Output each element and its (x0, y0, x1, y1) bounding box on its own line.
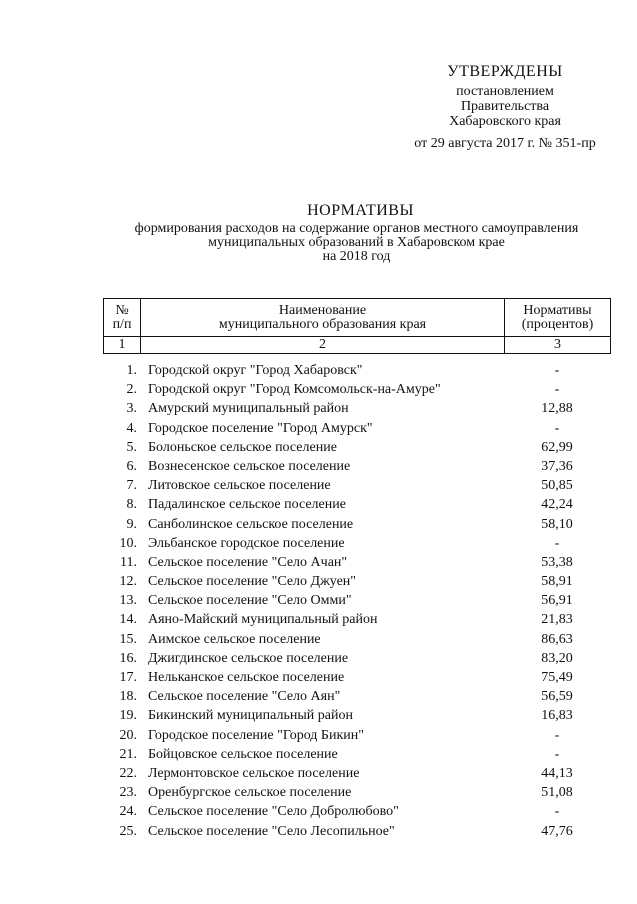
row-number: 7. (126, 478, 137, 494)
table-row (103, 457, 611, 476)
document-subtitle-3: на 2018 год (322, 249, 391, 264)
row-name: Бикинский муниципальный район (148, 708, 353, 724)
row-name: Сельское поселение "Село Добролюбово" (148, 804, 399, 820)
row-value: - (554, 746, 560, 762)
row-number: 2. (126, 382, 137, 398)
header-value-label-1: Нормативы (523, 302, 592, 318)
table-row (103, 610, 611, 629)
row-number: 16. (119, 650, 137, 666)
row-value: - (554, 382, 560, 398)
row-name: Городской округ "Город Комсомольск-на-Амуре" (148, 382, 441, 398)
row-value: 56,59 (541, 689, 573, 705)
row-name: Городское поселение "Город Амурск" (148, 420, 373, 436)
row-name: Городское поселение "Город Бикин" (148, 727, 364, 743)
row-name: Оренбургское сельское поселение (148, 785, 352, 801)
table-row (103, 515, 611, 534)
row-name: Сельское поселение "Село Лесопильное" (148, 823, 395, 839)
table-row (103, 687, 611, 706)
row-value: 62,99 (541, 439, 573, 455)
row-value: 50,85 (541, 478, 573, 494)
table-row (103, 380, 611, 399)
index-row (104, 337, 611, 354)
header-num-label-1: № (115, 302, 129, 318)
row-name: Джигдинское сельское поселение (148, 650, 349, 666)
row-value: - (554, 363, 560, 378)
document-title: НОРМАТИВЫ (307, 202, 414, 219)
row-number: 21. (119, 746, 137, 762)
row-value: 58,91 (541, 574, 573, 590)
row-number: 23. (119, 785, 137, 801)
row-number: 25. (119, 823, 137, 839)
table-header (103, 298, 611, 354)
row-name: Эльбанское городское поселение (148, 535, 345, 551)
header-num-cell (104, 299, 141, 337)
document-subtitle-2: муниципальных образований в Хабаровском крае (208, 235, 505, 250)
table-row (103, 572, 611, 591)
index-cell-2: 2 (141, 337, 505, 354)
row-value: - (554, 535, 560, 551)
row-value: 21,83 (541, 612, 573, 628)
row-name: Лермонтовское сельское поселение (148, 765, 360, 781)
row-name: Литовское сельское поселение (148, 478, 331, 494)
approval-line-2: Правительства (460, 99, 550, 114)
row-number: 14. (119, 612, 137, 628)
row-value: 16,83 (541, 708, 573, 724)
row-number: 15. (119, 631, 137, 647)
header-name-cell (141, 299, 505, 337)
row-name: Сельское поселение "Село Ачан" (148, 554, 348, 570)
row-name: Бойцовское сельское поселение (148, 746, 338, 762)
row-value: 37,36 (541, 458, 573, 474)
header-name-label-1: Наименование (278, 302, 367, 318)
row-number: 3. (126, 401, 137, 417)
row-value: 51,08 (541, 785, 573, 801)
row-value: - (554, 727, 560, 743)
row-name: Городской округ "Город Хабаровск" (148, 363, 363, 378)
document-heading (0, 200, 637, 264)
table-row (103, 361, 611, 380)
row-value: - (554, 804, 560, 820)
row-name: Болоньское сельское поселение (148, 439, 337, 455)
row-value: - (554, 420, 560, 436)
row-number: 6. (126, 458, 137, 474)
table-row (103, 419, 611, 438)
row-number: 1. (126, 363, 137, 378)
row-number: 17. (119, 670, 137, 685)
header-value-cell (505, 299, 611, 337)
approval-line-3: Хабаровского края (449, 114, 561, 129)
table-row (103, 553, 611, 572)
row-number: 24. (119, 804, 137, 820)
row-number: 4. (126, 420, 137, 436)
row-name: Сельское поселение "Село Омми" (148, 593, 352, 609)
row-name: Сельское поселение "Село Аян" (148, 689, 341, 705)
header-name-label-2: муниципального образования края (218, 316, 427, 332)
index-cell-1: 1 (104, 337, 141, 354)
table-body (103, 361, 611, 841)
row-name: Аяно-Майский муниципальный район (148, 612, 378, 628)
header-num-label-2: п/п (112, 316, 132, 332)
row-name: Сельское поселение "Село Джуен" (148, 574, 357, 590)
table-row (103, 495, 611, 514)
row-number: 12. (119, 574, 137, 590)
row-name: Аимское сельское поселение (148, 631, 321, 647)
row-number: 11. (120, 554, 137, 570)
row-name: Санболинское сельское поселение (148, 516, 354, 532)
row-value: 12,88 (541, 401, 573, 417)
row-number: 19. (119, 708, 137, 724)
row-name: Вознесенское сельское поселение (148, 458, 351, 474)
index-cell-3: 3 (505, 337, 611, 354)
row-value: 47,76 (541, 823, 573, 839)
table-row (103, 822, 611, 841)
row-number: 22. (119, 765, 137, 781)
approval-date: от 29 августа 2017 г. № 351-пр (414, 136, 596, 151)
row-value: 53,38 (541, 554, 573, 570)
approval-line-1: постановлением (456, 84, 554, 99)
table-row (103, 630, 611, 649)
table-row (103, 745, 611, 764)
approval-title: УТВЕРЖДЕНЫ (447, 63, 563, 80)
table-row (103, 706, 611, 725)
table-row (103, 476, 611, 495)
row-value: 58,10 (541, 516, 573, 532)
row-value: 86,63 (541, 631, 573, 647)
table-row (103, 668, 611, 687)
row-value: 42,24 (541, 497, 573, 513)
header-row (104, 299, 611, 337)
table-row (103, 726, 611, 745)
row-number: 8. (126, 497, 137, 513)
row-number: 20. (119, 727, 137, 743)
table-row (103, 783, 611, 802)
row-name: Амурский муниципальный район (148, 401, 349, 417)
row-value: 44,13 (541, 765, 573, 781)
row-value: 56,91 (541, 593, 573, 609)
table-row (103, 534, 611, 553)
row-name: Нельканское сельское поселение (148, 670, 345, 685)
approval-block (380, 60, 630, 152)
table-row (103, 764, 611, 783)
table-row (103, 438, 611, 457)
row-number: 18. (119, 689, 137, 705)
row-name: Падалинское сельское поселение (148, 497, 346, 513)
row-value: 83,20 (541, 650, 573, 666)
row-number: 9. (126, 516, 137, 532)
row-number: 5. (126, 439, 137, 455)
table-row (103, 591, 611, 610)
table-row (103, 649, 611, 668)
table-row (103, 802, 611, 821)
table-row (103, 399, 611, 418)
row-value: 75,49 (541, 670, 573, 685)
document-subtitle-1: формирования расходов на содержание органов местного самоуправления (134, 221, 579, 236)
header-value-label-2: (процентов) (521, 316, 594, 332)
row-number: 10. (119, 535, 137, 551)
row-number: 13. (119, 593, 137, 609)
